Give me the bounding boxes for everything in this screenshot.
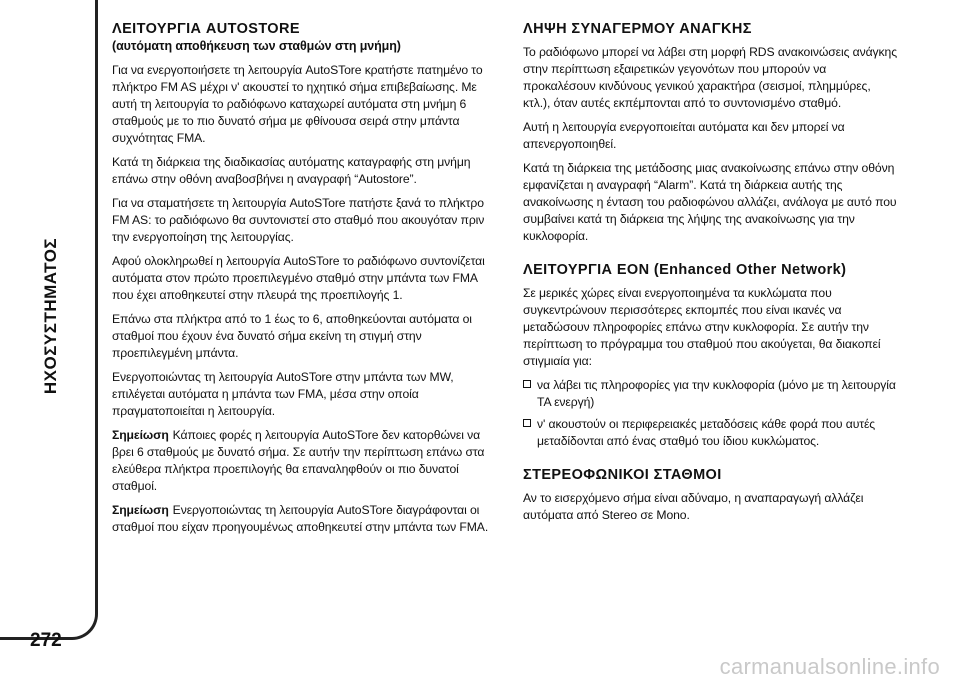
alarm-paragraph: Το ραδιόφωνο μπορεί να λάβει στη μορφή RDS ανακοινώσεις ανάγκης στην περίπτωση εξαιρετικών γεγονότων που μπορούν να προκαλέσουν κινδύνους γενικού χαρακτήρα (σεισμοί, πλημμύρες, κτλ.), όταν αυτές εκπέμπονται από το συντονισμένο σταθμό. xyxy=(523,45,897,110)
watermark: carmanualsonline.info xyxy=(719,654,940,679)
eon-paragraph: Σε μερικές χώρες είναι ενεργοποιημένα τα κυκλώματα που συγκεντρώνουν περισσότερες εκπομπές που είναι ικανές να μεταδώσουν πληροφορίες επάνω στην κυκλοφορία. Σε αυτήν την περίπτωση το πρόγραμμα του σταθμού που ακούγεται, θα διακοπεί στιγμιαία για: xyxy=(523,286,881,368)
side-tab-label: ΗΧΟΣΥΣΤΗΜΑΤΟΣ xyxy=(41,237,60,395)
list-item xyxy=(523,377,901,411)
autostore-title: ΛΕΙΤΟΥΡΓΙΑ AUTOSTORE xyxy=(112,21,300,37)
eon-title: ΛΕΙΤΟΥΡΓΙΑ EON (Enhanced Other Network) xyxy=(523,262,847,278)
side-tab xyxy=(0,0,98,640)
note xyxy=(112,502,492,536)
alarm-paragraph: Αυτή η λειτουργία ενεργοποιείται αυτόματα και δεν μπορεί να απενεργοποιηθεί. xyxy=(523,120,845,151)
stereo-title: ΣΤΕΡΕΟΦΩΝΙΚΟΙ ΣΤΑΘΜΟΙ xyxy=(523,467,722,483)
autostore-paragraph: Για να ενεργοποιήσετε τη λειτουργία AutoSTore κρατήστε πατημένο το πλήκτρο FM AS μέχρι ν' ακουστεί το ηχητικό σήμα επιβεβαίωσης. Με αυτή τη λειτουργία το ραδιόφωνο καταχωρεί αυτόματα στη μνήμη 6 σταθμούς με το πιο δυνατό σήμα με φθίνουσα σειρά στην μπάντα συχνότητας FMA. xyxy=(112,63,483,145)
note-text: Ενεργοποιώντας τη λειτουργία AutoSTore διαγράφονται οι σταθμοί που είχαν προηγουμένως αποθηκευτεί στην μπάντα των FMA. xyxy=(112,503,489,534)
list-item xyxy=(523,416,901,450)
side-tab-label-wrap xyxy=(38,196,64,436)
checkbox-square-icon xyxy=(523,380,531,388)
note-text: Κάποιες φορές η λειτουργία AutoSTore δεν κατορθώνει να βρει 6 σταθμούς με δυνατό σήμα. Σε αυτήν την περίπτωση επάνω στα ελεύθερα πλήκτρα προεπιλογής θα επαναληφθούν οι πιο δυνατοί σταθμοί. xyxy=(112,428,485,493)
alarm-paragraph: Κατά τη διάρκεια της μετάδοσης μιας ανακοίνωσης επάνω στην οθόνη εμφανίζεται η αναγραφή “Alarm”. Κατά τη διάρκεια αυτής της ανακοίνωσης η ένταση του ραδιοφώνου αλλάζει, ανάλογα με αυτό που συμβαίνει κατά τη διάρκεια της λήψης της ανακοίνωσης για την κυκλοφορία. xyxy=(523,161,897,243)
bullet-text: να λάβει τις πληροφορίες για την κυκλοφορία (μόνο με τη λειτουργία TA ενεργή) xyxy=(537,378,896,409)
eon-bullet-list xyxy=(523,377,901,450)
page-number: 272 xyxy=(30,630,62,651)
autostore-paragraph: Για να σταματήσετε τη λειτουργία AutoSTore πατήστε ξανά το πλήκτρο FM AS: το ραδιόφωνο θα συντονιστεί στο σταθμό που ακουγόταν πριν την ενεργοποίηση της λειτουργίας. xyxy=(112,196,485,244)
note-label: Σημείωση xyxy=(112,428,169,442)
autostore-paragraph: Κατά τη διάρκεια της διαδικασίας αυτόματης καταγραφής στη μνήμη επάνω στην οθόνη αναβοσβήνει η αναγραφή “Autostore”. xyxy=(112,155,471,186)
alarm-title: ΛΗΨΗ ΣΥΝΑΓΕΡΜΟΥ ΑΝΑΓΚΗΣ xyxy=(523,21,752,37)
autostore-paragraph: Αφού ολοκληρωθεί η λειτουργία AutoSTore το ραδιόφωνο συντονίζεται αυτόματα στον πρώτο προεπιλεγμένο σταθμό στην μπάντα των FMA που έχει αποθηκευτεί στην πλευρά της προεπιλογής 1. xyxy=(112,254,485,302)
autostore-paragraph: Επάνω στα πλήκτρα από το 1 έως το 6, αποθηκεύονται αυτόματα οι σταθμοί που έχουν ένα δυνατό σήμα εκείνη τη στιγμή στην προεπιλεγμένη μπάντα. xyxy=(112,312,472,360)
note xyxy=(112,427,492,495)
stereo-paragraph: Αν το εισερχόμενο σήμα είναι αδύναμο, η αναπαραγωγή αλλάζει αυτόματα από Stereo σε Mono. xyxy=(523,491,864,522)
bullet-text: ν' ακουστούν οι περιφερειακές μεταδόσεις κάθε φορά που αυτές μεταδίδονται από ένας σταθμό του ίδιου κυκλώματος. xyxy=(537,417,876,448)
autostore-subtitle: (αυτόματη αποθήκευση των σταθμών στη μνήμη) xyxy=(112,39,401,53)
checkbox-square-icon xyxy=(523,419,531,427)
autostore-paragraph: Ενεργοποιώντας τη λειτουργία AutoSTore στην μπάντα των MW, επιλέγεται αυτόματα η μπάντα των FMA, μέσα στην οποία πραγματοποιείται η λειτουργία. xyxy=(112,370,454,418)
note-label: Σημείωση xyxy=(112,503,169,517)
left-column xyxy=(112,20,492,543)
right-column xyxy=(523,20,901,531)
